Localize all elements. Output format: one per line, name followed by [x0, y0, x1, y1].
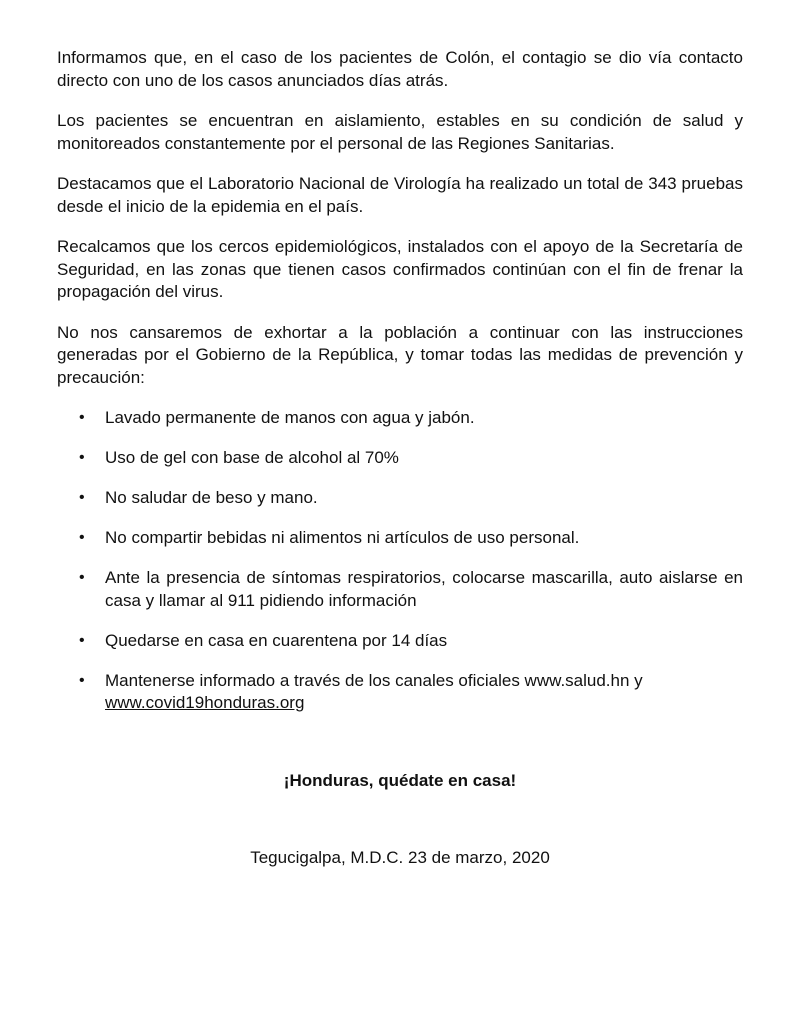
list-item-text: Ante la presencia de síntomas respiratorios, colocarse mascarilla, auto aislarse en casa y llamar al 911 pidiendo información: [105, 568, 743, 610]
document-page: [57, 47, 743, 870]
bullet-icon: •: [79, 631, 85, 649]
list-item-text: No saludar de beso y mano.: [105, 488, 318, 507]
paragraph-epidemiological-fences: Recalcamos que los cercos epidemiológicos, instalados con el apoyo de la Secretaría de Seguridad, en las zonas que tienen casos confirmados continúan con el fin de frenar la propagación del virus.: [57, 237, 743, 301]
list-item: [57, 407, 743, 430]
list-item-text: Uso de gel con base de alcohol al 70%: [105, 448, 399, 467]
list-item-text: Mantenerse informado a través de los canales oficiales www.salud.hn y: [105, 670, 643, 690]
bullet-icon: •: [79, 671, 85, 689]
list-item-text: Lavado permanente de manos con agua y jabón.: [105, 408, 475, 427]
bullet-icon: •: [79, 489, 85, 506]
list-item: [57, 670, 743, 715]
closing-slogan: ¡Honduras, quédate en casa!: [283, 770, 517, 790]
dateline: Tegucigalpa, M.D.C. 23 de marzo, 2020: [250, 848, 550, 867]
prevention-measures-list: [57, 407, 743, 715]
list-item: [57, 487, 743, 510]
list-item: [57, 527, 743, 550]
list-item: [57, 630, 743, 653]
paragraph-exhortation: No nos cansaremos de exhortar a la población a continuar con las instrucciones generadas por el Gobierno de la República, y tomar todas las medidas de prevención y precaución:: [57, 322, 743, 387]
list-item-text: No compartir bebidas ni alimentos ni artículos de uso personal.: [105, 528, 580, 547]
bullet-icon: •: [79, 569, 85, 586]
paragraph-laboratory-tests: Destacamos que el Laboratorio Nacional de Virología ha realizado un total de 343 pruebas desde el inicio de la epidemia en el país.: [57, 174, 743, 216]
bullet-icon: •: [79, 449, 85, 466]
list-item: [57, 567, 743, 612]
bullet-icon: •: [79, 529, 85, 546]
paragraph-patients-isolation: Los pacientes se encuentran en aislamiento, estables en su condición de salud y monitoreados constantemente por el personal de las Regiones Sanitarias.: [57, 111, 743, 153]
covid19honduras-link[interactable]: www.covid19honduras.org: [105, 693, 305, 712]
list-item: [57, 447, 743, 470]
list-item-text: Quedarse en casa en cuarentena por 14 días: [105, 630, 448, 650]
paragraph-colon-contagion: Informamos que, en el caso de los pacientes de Colón, el contagio se dio vía contacto directo con uno de los casos anunciados días atrás.: [57, 48, 743, 90]
bullet-icon: •: [79, 409, 85, 426]
